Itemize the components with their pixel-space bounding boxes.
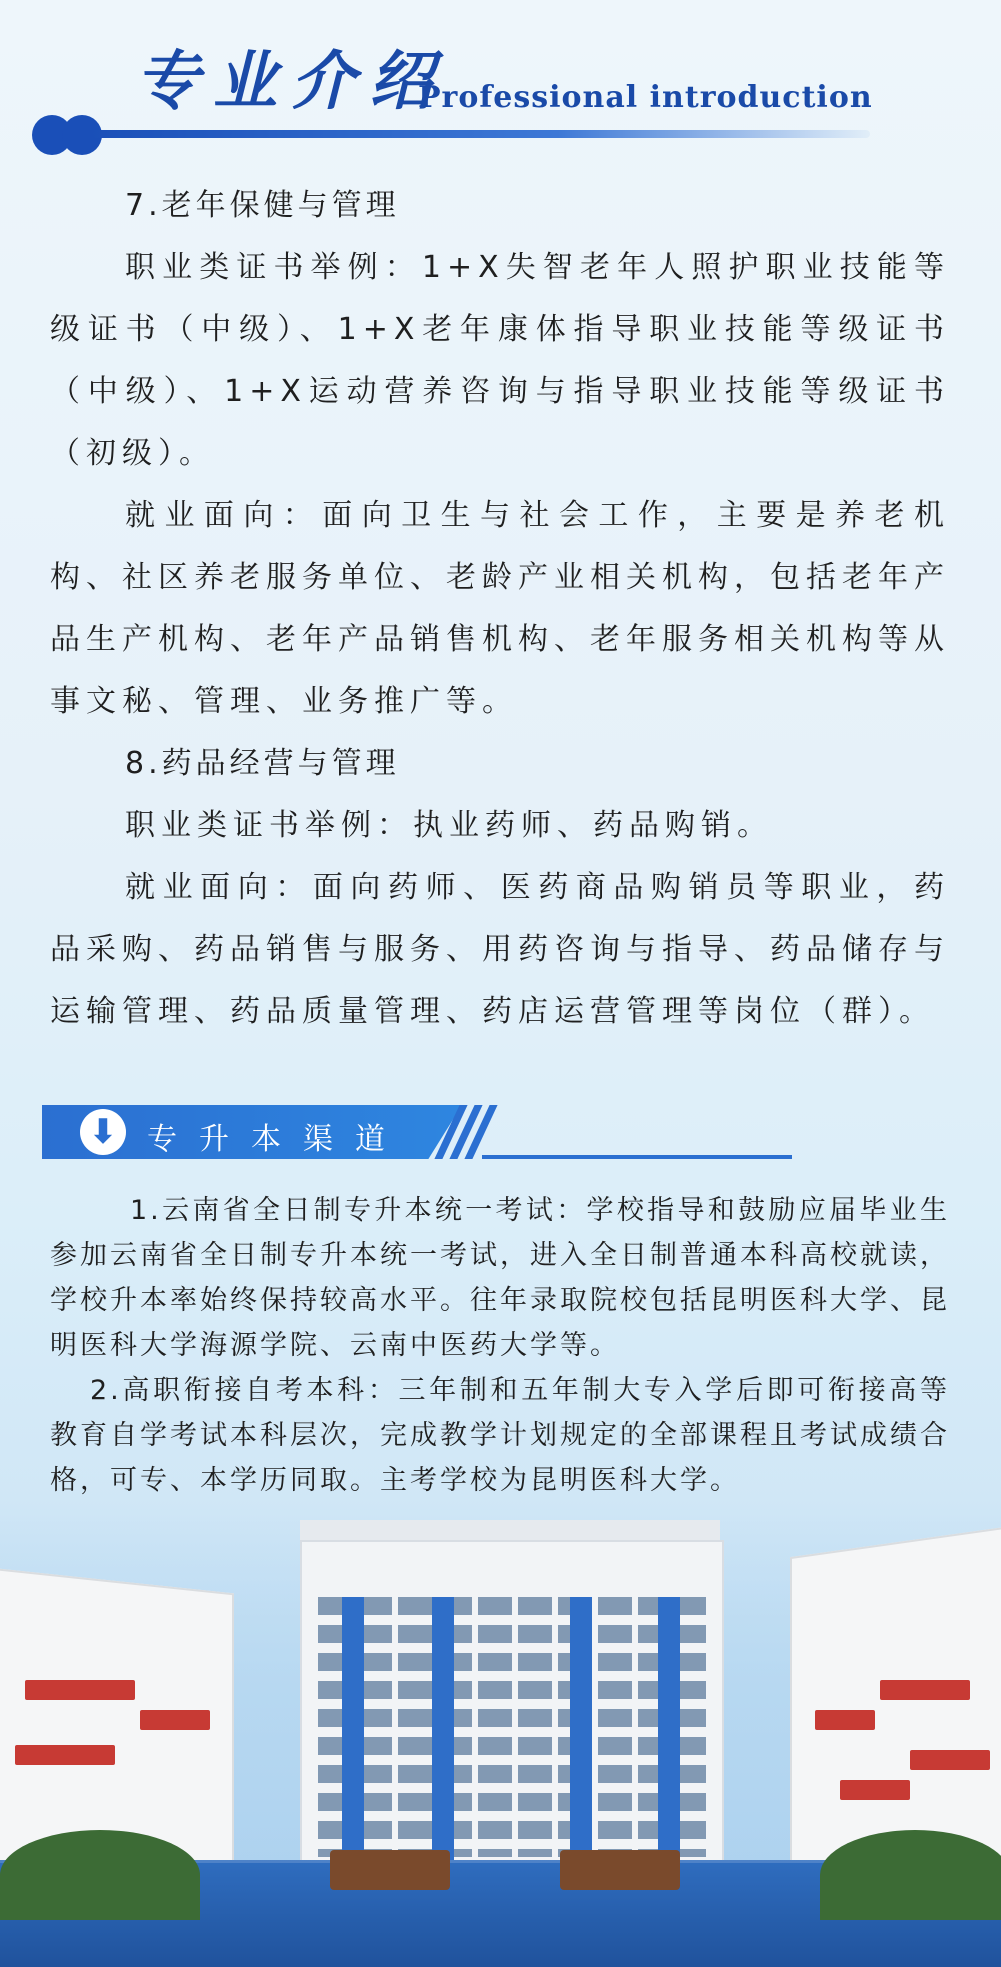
- main-building: [300, 1540, 724, 1874]
- major-8-employment: 就业面向：面向药师、医药商品购销员等职业，药品采购、药品销售与服务、用药咨询与指导、药品储存与运输管理、药品质量管理、药店运营管理等岗位（群）。: [50, 870, 950, 1029]
- building-sign: [15, 1745, 115, 1765]
- major-8-certificates: 职业类证书举例：执业药师、药品购销。: [125, 808, 773, 843]
- page-title-en: Professional introduction: [418, 80, 873, 115]
- building-sign: [910, 1750, 990, 1770]
- major-descriptions: [50, 175, 950, 1043]
- major-7-employment: 就业面向：面向卫生与社会工作，主要是养老机构、社区养老服务单位、老龄产业相关机构，包括老年产品生产机构、老年产品销售机构、老年服务相关机构等从事文秘、管理、业务推广等。: [50, 498, 950, 719]
- building-sign: [880, 1680, 970, 1700]
- section-header: [0, 20, 1001, 170]
- download-arrow-icon: ⬇: [80, 1109, 126, 1155]
- channel-item-2: 2.高职衔接自考本科：三年制和五年制大专入学后即可衔接高等教育自学考试本科层次，完成教学计划规定的全部课程且考试成绩合格，可专、本学历同取。主考学校为昆明医科大学。: [50, 1375, 950, 1496]
- campus-photo: [0, 1500, 1001, 1967]
- channel-item-1: 1.云南省全日制专升本统一考试：学校指导和鼓励应届毕业生参加云南省全日制专升本统一考试，进入全日制普通本科高校就读，学校升本率始终保持较高水平。往年录取院校包括昆明医科大学、昆明医科大学海源学院、云南中医药大学等。: [50, 1195, 950, 1361]
- upgrade-channels: [50, 1188, 950, 1503]
- major-heading-7: 7.老年保健与管理: [125, 188, 400, 223]
- building-sign: [840, 1780, 910, 1800]
- building-column: [342, 1597, 364, 1867]
- banner-label: 专升本渠道: [147, 1122, 407, 1157]
- major-7-certificates: 职业类证书举例：1+X失智老年人照护职业技能等级证书（中级）、1+X老年康体指导职业技能等级证书（中级）、1+X运动营养咨询与指导职业技能等级证书（初级）。: [50, 250, 950, 471]
- header-divider: [90, 130, 870, 138]
- building-sign: [25, 1680, 135, 1700]
- building-column: [658, 1597, 680, 1867]
- flower-bed: [560, 1850, 680, 1890]
- flower-bed: [330, 1850, 450, 1890]
- banner-underline: [482, 1155, 792, 1159]
- major-heading-8: 8.药品经营与管理: [125, 746, 400, 781]
- shrub: [0, 1830, 200, 1920]
- building-column: [570, 1597, 592, 1867]
- building-windows: [318, 1597, 706, 1857]
- page-title-cn: 专业介绍: [135, 44, 447, 119]
- upgrade-channel-banner: [42, 1097, 762, 1161]
- shrub: [820, 1830, 1001, 1920]
- building-column: [432, 1597, 454, 1867]
- building-sign: [140, 1710, 210, 1730]
- building-sign: [815, 1710, 875, 1730]
